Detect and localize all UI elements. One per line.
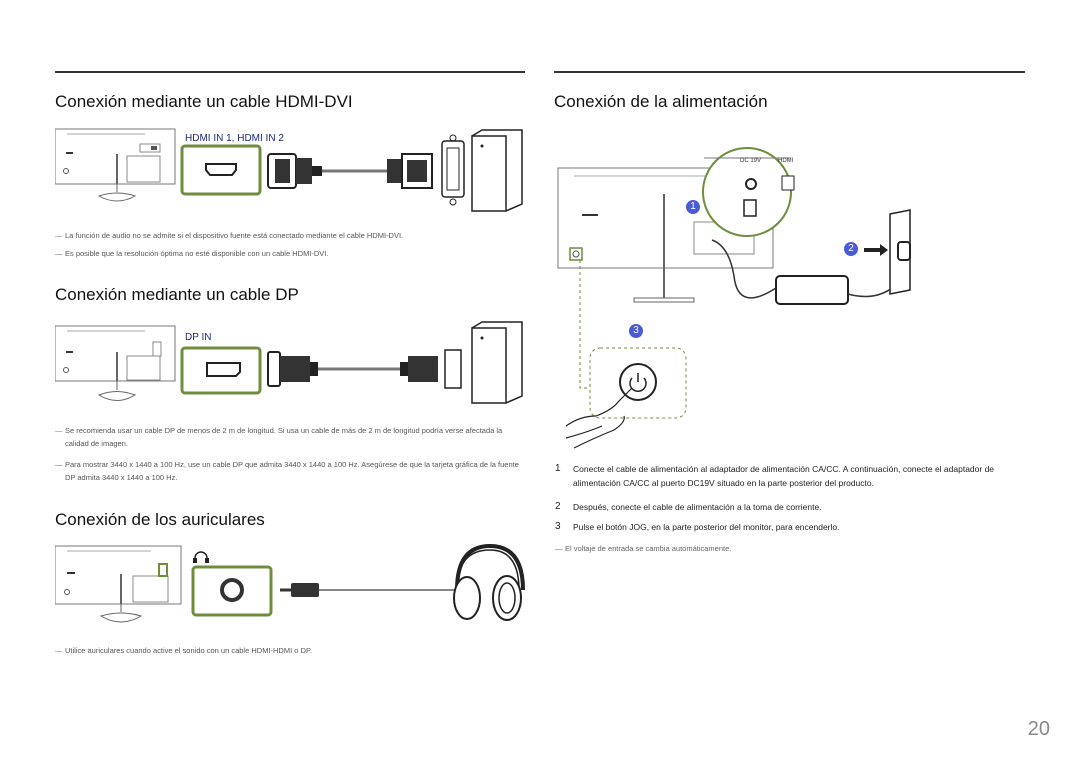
note-dash: ― [55,646,63,655]
note-text: El voltaje de entrada se cambia automáticamente. [565,544,732,553]
hdmi-port-label: HDMI IN 1, HDMI IN 2 [185,133,284,144]
hdmi-note-2 [55,247,525,260]
pc-tower-icon [472,130,522,211]
note-dash: ― [55,460,63,469]
dp-illustration [55,320,525,410]
note-text: Se recomienda usar un cable DP de menos de 2 m de longitud. Si usa un cable de más de 2 m de longitud podría verse afectada la calidad de imagen. [65,426,503,448]
page-number: 20 [1027,718,1050,740]
power-step-2 [555,500,1033,514]
dc19v-label: DC 19V [740,158,762,164]
step-text: Después, conecte el cable de alimentación a la toma de corriente. [573,502,822,512]
step-number: 3 [555,521,561,532]
note-dash: ― [55,426,63,435]
note-text: Para mostrar 3440 x 1440 a 100 Hz, use un cable DP que admita 3440 x 1440 a 100 Hz. Asegúrese de que la tarjeta gráfica de la fuente DP admita 3440 x 1440 a 100 Hz. [65,460,519,482]
monitor-back-icon [55,326,175,401]
wall-outlet-icon [890,210,910,294]
power-note [555,544,731,553]
zoom-hdmi-label: HDMI [778,158,794,164]
dp-port-label: DP IN [185,332,212,343]
power-step-3 [555,520,1033,534]
hdmi-dvi-illustration [55,126,525,216]
step-badge-3: 3 [629,324,643,338]
right-top-rule [554,71,1025,73]
dp-note-1 [55,424,525,450]
power-step-1 [555,462,1033,490]
headphones-note [55,644,525,657]
headphones-illustration [55,540,525,630]
pc-tower-icon [472,322,522,403]
dp-title: Conexión mediante un cable DP [55,285,299,304]
hdmi-dvi-title: Conexión mediante un cable HDMI-DVI [55,92,353,111]
headphones-title: Conexión de los auriculares [55,510,265,529]
note-dash: ― [55,249,63,258]
monitor-back-icon [55,129,175,201]
step-number: 1 [555,463,561,474]
note-dash: ― [55,231,63,240]
dp-note-2 [55,458,525,484]
left-top-rule [55,71,525,73]
note-dash: ― [555,544,563,553]
step-text: Conecte el cable de alimentación al adaptador de alimentación CA/CC. A continuación, conecte el adaptador de alimentación CA/CC al puerto DC19V situado en la parte posterior del producto. [573,464,995,488]
hdmi-note-1 [55,229,525,242]
power-illustration [554,126,1034,456]
power-title: Conexión de la alimentación [554,92,768,111]
note-text: Es posible que la resolución óptima no esté disponible con un cable HDMI-DVI. [65,249,329,258]
step-number: 2 [555,501,561,512]
step-badge-1: 1 [686,200,700,214]
step-badge-2: 2 [844,242,858,256]
monitor-back-icon [55,546,181,622]
step-text: Pulse el botón JOG, en la parte posterior del monitor, para encenderlo. [573,522,840,532]
note-text: La función de audio no se admite si el dispositivo fuente está conectado mediante el cable HDMI-DVI. [65,231,404,240]
headphones-icon [454,546,523,620]
note-text: Utilice auriculares cuando active el sonido con un cable HDMI-HDMI o DP. [65,646,313,655]
